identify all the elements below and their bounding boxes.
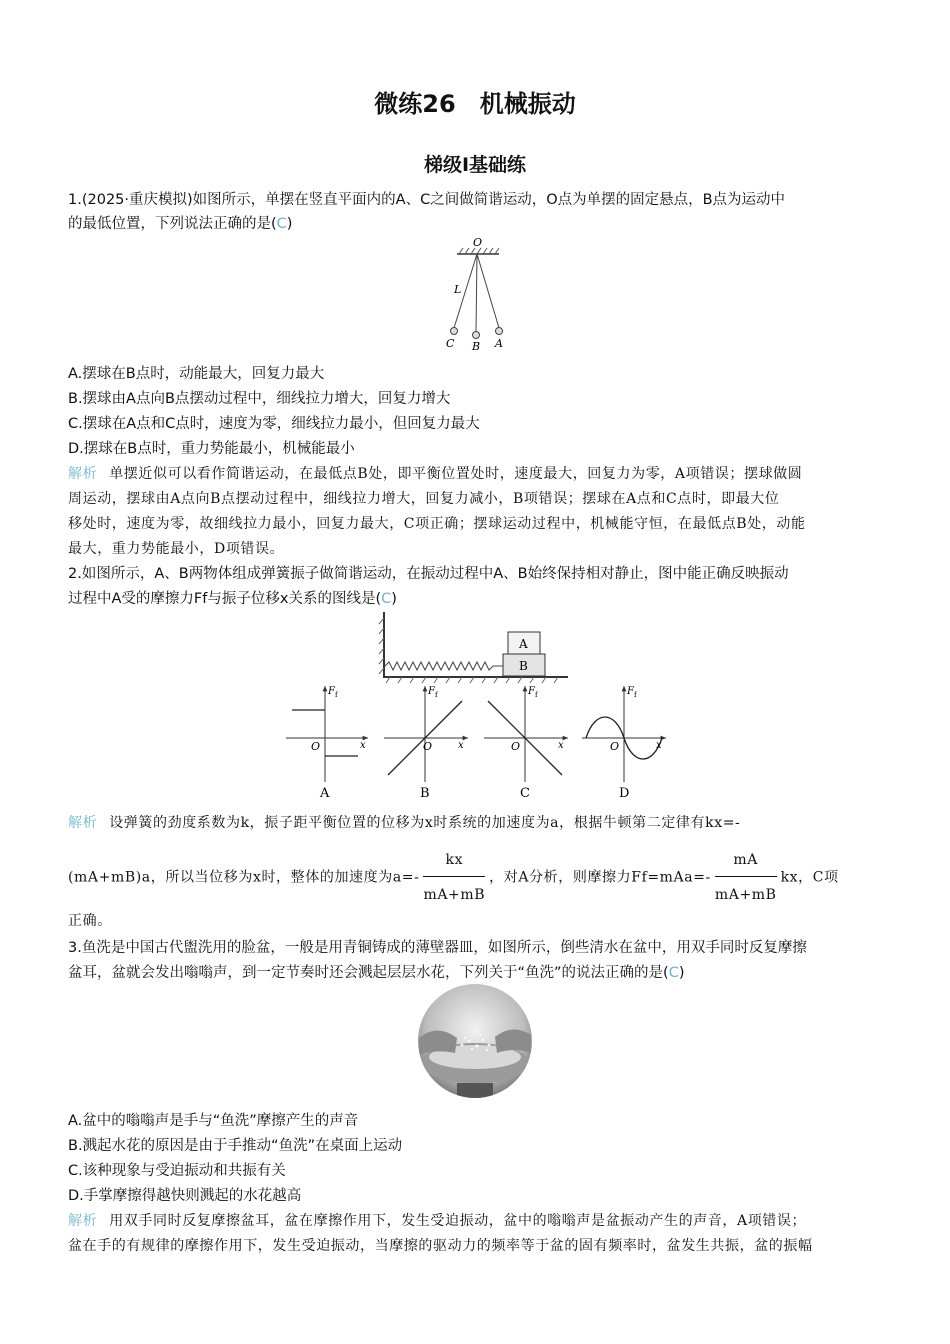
section-title: 梯级Ⅰ基础练 xyxy=(423,154,527,176)
graph-c-x-label: x xyxy=(558,740,564,751)
pendulum-label-a: A xyxy=(495,337,503,350)
pendulum-label-c: C xyxy=(446,337,455,350)
q1-solution-tag: 解析 xyxy=(68,466,98,482)
q2-paren-close: ) xyxy=(391,591,397,607)
q2-solution-text2a: (mA+mB)a，所以当位移为x时，整体的加速度为a=- xyxy=(68,869,420,886)
q2-answer: C xyxy=(381,591,392,607)
q1-option-b: B.摆球由A点向B点摆动过程中，细线拉力增大，回复力增大 xyxy=(68,391,451,407)
pendulum-label-o: O xyxy=(473,236,483,249)
q3-stem-text: 盆耳，盆就会发出嗡嗡声，到一定节奏时还会溅起层层水花，下列关于“鱼洗”的说法正确的是( xyxy=(68,965,669,981)
q3-stem-line2 xyxy=(68,962,883,984)
block-a-label: A xyxy=(519,637,528,651)
graph-a-label: A xyxy=(320,786,330,801)
q1-stem-line1: 1.(2025·重庆模拟)如图所示，单摆在竖直平面内的A、C之间做简谐运动，O点为单摆的固定悬点，B点为运动中 xyxy=(68,192,786,208)
graph-a-y-sub: f xyxy=(335,691,338,699)
q1-option-a: A.摆球在B点时，动能最大，回复力最大 xyxy=(68,366,325,382)
q1-stem-text: 的最低位置，下列说法正确的是( xyxy=(68,216,277,232)
q1-solution-line2: 周运动，摆球由A点向B点摆动过程中，细线拉力增大，回复力减小，B项错误；摆球在A点和C点时，即最大位 xyxy=(68,491,780,507)
q2-fraction-accel-num: kx xyxy=(423,846,485,877)
q3-solution-tag: 解析 xyxy=(68,1213,98,1229)
q2-fraction-friction-den: mA+mB xyxy=(714,887,777,903)
q3-stem-line1: 3.鱼洗是中国古代盥洗用的脸盆，一般是用青铜铸成的薄壁器皿，如图所示，倒些清水在盆中，用双手同时反复摩擦 xyxy=(68,940,807,956)
q1-solution-line1 xyxy=(68,463,883,485)
q2-solution-line2 xyxy=(68,846,883,909)
page-title: 微练26 机械振动 xyxy=(374,90,576,118)
q3-option-a: A.盆中的嗡嗡声是手与“鱼洗”摩擦产生的声音 xyxy=(68,1113,359,1129)
q1-solution-line4: 最大，重力势能最小，D项错误。 xyxy=(68,541,285,557)
q2-solution-text2c: kx，C项 xyxy=(780,869,839,886)
q2-fraction-accel xyxy=(423,846,485,909)
graph-c-origin: O xyxy=(511,740,521,753)
graph-a xyxy=(286,686,368,801)
q2-fraction-friction xyxy=(715,846,777,909)
q2-solution-tag: 解析 xyxy=(68,815,98,831)
graph-d-y-sub: f xyxy=(634,691,637,699)
graph-c-y-sub: f xyxy=(535,691,538,699)
spring-oscillator-figure xyxy=(378,610,573,685)
graph-d-label: D xyxy=(619,786,630,801)
q2-stem-text: 过程中A受的摩擦力Ff与振子位移x关系的图线是( xyxy=(68,591,382,607)
graph-d-y-label: F xyxy=(627,686,634,697)
graph-b-x-label: x xyxy=(458,740,464,751)
q2-fraction-accel-den: mA+mB xyxy=(423,887,486,903)
q3-option-c: C.该种现象与受迫振动和共振有关 xyxy=(68,1163,286,1179)
q2-solution-line3: 正确。 xyxy=(68,913,112,929)
q2-fraction-friction-num: mA xyxy=(715,846,777,877)
friction-displacement-graphs xyxy=(280,682,680,802)
graph-b-origin: O xyxy=(423,740,433,753)
fish-basin-photo xyxy=(417,983,533,1099)
q1-solution-line3: 移处时，速度为零，故细线拉力最小，回复力最大，C项正确；摆球运动过程中，机械能守恒，在最低点B处，动能 xyxy=(68,516,806,532)
q3-solution-line2: 盆在手的有规律的摩擦作用下，发生受迫振动，当摩擦的驱动力的频率等于盆的固有频率时，盆发生共振，盆的振幅 xyxy=(68,1238,813,1254)
q2-solution-line1 xyxy=(68,812,883,834)
graph-b-label: B xyxy=(420,786,430,801)
graph-a-origin: O xyxy=(311,740,321,753)
q3-option-d: D.手掌摩擦得越快则溅起的水花越高 xyxy=(68,1188,302,1204)
q1-option-c: C.摆球在A点和C点时，速度为零，细线拉力最小，但回复力最大 xyxy=(68,416,480,432)
q3-answer: C xyxy=(668,965,679,981)
q2-solution-text2b: ，对A分析，则摩擦力Ff=mAa=- xyxy=(489,869,711,886)
q1-option-d: D.摆球在B点时，重力势能最小，机械能最小 xyxy=(68,441,355,457)
q3-paren-close: ) xyxy=(678,965,685,981)
pendulum-label-l: L xyxy=(454,283,462,296)
graph-c-y-label: F xyxy=(528,686,535,697)
graph-d xyxy=(582,686,666,801)
q1-solution-text1: 单摆近似可以看作简谐运动，在最低点B处，即平衡位置处时，速度最大，回复力为零，A项错误；摆球做圆 xyxy=(109,466,803,482)
q1-paren-close: ) xyxy=(286,216,293,232)
q2-stem-line1: 2.如图所示，A、B两物体组成弹簧振子做简谐运动，在振动过程中A、B始终保持相对静止，图中能正确反映振动 xyxy=(68,566,789,582)
graph-b xyxy=(384,686,468,801)
q3-solution-text1: 用双手同时反复摩擦盆耳，盆在摩擦作用下，发生受迫振动，盆中的嗡嗡声是盆振动产生的声音，A项错误； xyxy=(109,1213,807,1229)
graph-c-label: C xyxy=(520,786,530,801)
graph-b-y-label: F xyxy=(428,686,435,697)
q2-stem-line2 xyxy=(68,588,883,610)
graph-a-x-label: x xyxy=(360,740,366,751)
block-b-label: B xyxy=(519,659,528,673)
graph-d-x-label: x xyxy=(656,740,662,751)
graph-c xyxy=(484,686,568,801)
graph-d-origin: O xyxy=(610,740,620,753)
pendulum-label-b: B xyxy=(472,340,481,353)
q1-answer: C xyxy=(276,216,287,232)
q1-stem-line2 xyxy=(68,213,883,235)
q3-solution-line1 xyxy=(68,1210,883,1232)
q2-solution-text1: 设弹簧的劲度系数为k，振子距平衡位置的位移为x时系统的加速度为a，根据牛顿第二定律有kx=- xyxy=(109,815,741,831)
graph-b-y-sub: f xyxy=(435,691,438,699)
q3-option-b: B.溅起水花的原因是由于手推动“鱼洗”在桌面上运动 xyxy=(68,1138,403,1154)
pendulum-figure xyxy=(435,235,515,355)
graph-a-y-label: F xyxy=(328,686,335,697)
